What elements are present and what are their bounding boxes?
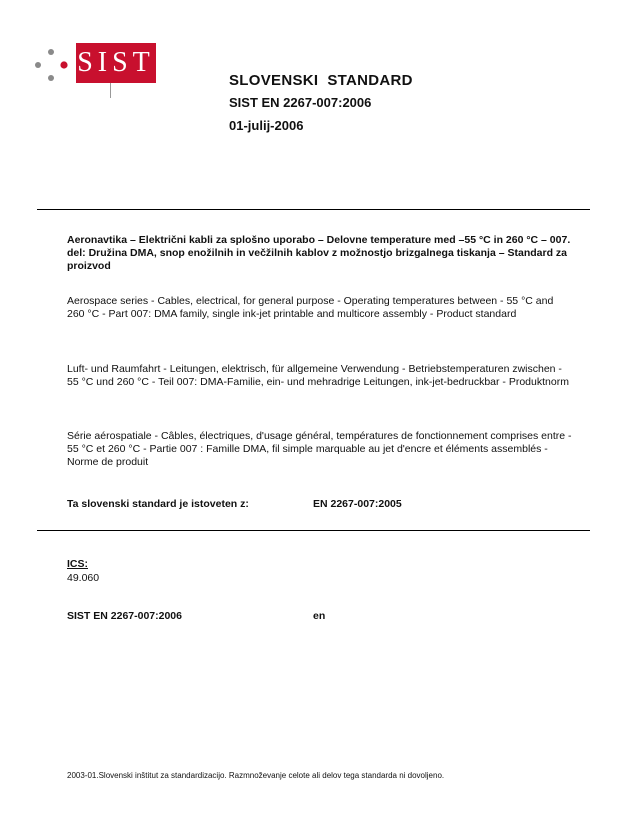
standard-code: SIST EN 2267-007:2006 bbox=[229, 95, 372, 110]
title-german: Luft- und Raumfahrt - Leitungen, elektrisch, für allgemeine Verwendung - Betriebstemperaturen zwischen - 55 °C und 260 °C - Teil 007: DMA-Familie, ein- und mehradrige Leitungen, ink-jet-bedruckbar - Produktnorm bbox=[67, 363, 569, 388]
identity-label: Ta slovenski standard je istoveten z: bbox=[67, 498, 249, 510]
logo-dots-icon bbox=[30, 44, 74, 88]
ics-value: 49.060 bbox=[67, 572, 100, 584]
middle-rule bbox=[37, 530, 590, 531]
identity-value: EN 2267-007:2005 bbox=[313, 498, 402, 510]
ics-label: ICS: bbox=[67, 558, 88, 570]
sist-logo: SIST bbox=[76, 43, 156, 83]
bottom-code: SIST EN 2267-007:2006 bbox=[67, 610, 182, 622]
standard-title: SLOVENSKI STANDARD bbox=[229, 72, 413, 89]
title-english: Aerospace series - Cables, electrical, for general purpose - Operating temperatures between - 55 °C and 260 °C - Part 007: DMA family, single ink-jet printable and multicore assembly - Product standard bbox=[67, 295, 554, 320]
language-code: en bbox=[313, 610, 326, 622]
logo-divider bbox=[110, 83, 111, 98]
title-french: Série aérospatiale - Câbles, électriques, d'usage général, températures de fonctionnement comprises entre - 55 °C et 260 °C - Partie 007 : Famille DMA, fil simple marquable au jet d'encre et éléments assemblés - Norme de produit bbox=[67, 430, 572, 468]
copyright-footer: 2003-01.Slovenski inštitut za standardizacijo. Razmnoževanje celote ali delov tega standarda ni dovoljeno. bbox=[67, 771, 445, 780]
standard-date: 01-julij-2006 bbox=[229, 118, 304, 133]
title-slovenian: Aeronavtika – Električni kabli za splošno uporabo – Delovne temperature med –55 °C in 260 °C – 007. del: Družina DMA, snop enožilnih in večžilnih kablov z možnostjo brizgalnega tiskanja – Standard za proizvod bbox=[67, 234, 571, 272]
top-rule bbox=[37, 209, 590, 210]
